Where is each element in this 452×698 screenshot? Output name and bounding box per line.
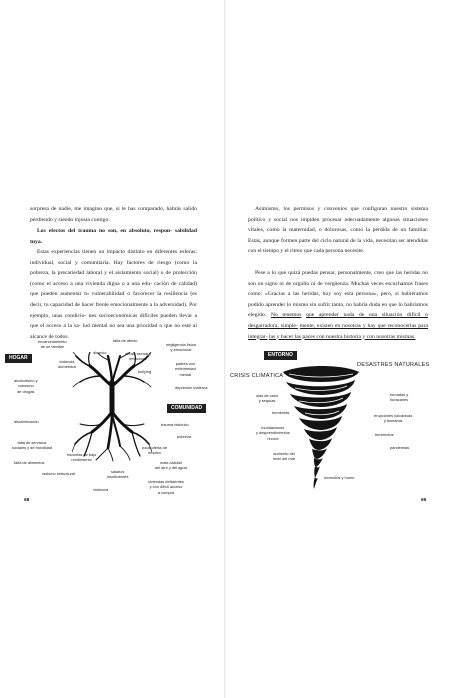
text-line: como la pérdida de un familiar. Estas, aunque formen parte del [248, 227, 428, 244]
text-line: sorpresa de nadie, me imagino que, si te has comparado, habrás [30, 206, 182, 212]
text-line: o de protección (como el acceso a una vivienda digna o a una edu- [30, 270, 197, 287]
label-aumento: aumento del nivel del mar [273, 451, 296, 462]
label-padres: padres con enfermedad mental [175, 361, 196, 377]
label-viviendas: viviendas deficientes y con difícil acceso a compra [148, 479, 184, 495]
underlined-text: las y hacer las paces con nuestra historia y con nosotras mismas. [268, 333, 416, 340]
text-line: el ritmo que cada persona necesite. [284, 248, 365, 255]
paragraph [30, 247, 197, 342]
text-line: algunas situaciones vitales, como la maternidad, o dolorosas, [248, 216, 428, 234]
text-line: sabilidad tuya. [30, 228, 198, 245]
label-encarcelamiento: encarcelamiento de un familiar [38, 339, 67, 350]
paragraph [248, 268, 428, 342]
label-tornados: tornados y huracanes [390, 392, 409, 403]
label-tormentas: tormentas [272, 410, 290, 415]
underlined-text: que aprender nada de una situación difícil o desgarradora; simple- [248, 312, 428, 329]
tornado-icon [281, 366, 361, 490]
underlined-text: No tenemos [270, 312, 302, 319]
label-violencia: violencia [93, 487, 109, 492]
label-trauma-historico: trauma histórico [161, 422, 189, 427]
text-line: esferas: individual, social y comunitaria. Hay factores de riesgo [30, 249, 198, 266]
label-falta-afecto: falta de afecto [113, 338, 138, 343]
label-falta-alimentos: falta de alimentos [14, 460, 45, 465]
label-falta-servicios: falta de servicios sociales y de movilidad [12, 440, 53, 451]
crisis-heading: CRISIS CLIMÁTICA [230, 373, 284, 379]
label-negligencia: negligencia física y emocional [166, 342, 196, 353]
paragraph [30, 204, 197, 225]
label-pobreza: pobreza [177, 434, 192, 439]
label-salarios: salarios insuficientes [107, 469, 129, 480]
text-line: sistema político y social nos impiden procesar adecuadamente [248, 206, 428, 223]
text-line: Los efectos del trauma no son, en absoluto, respon- [37, 228, 172, 234]
text-line: nes socioeconómicas difíciles pueden llevar a que el acceso a la sa- [30, 312, 198, 330]
text-line: Pese a lo que quizá puedas pensar, personalmente, creo que las [255, 270, 403, 276]
label-discriminacion: discriminación [14, 419, 39, 424]
text-line: Estas experiencias tienen un impacto distinto en diferentes [37, 249, 178, 255]
text-line: heridas no son un signo ni de orgullo ni de vergüenza. Muchas [248, 270, 428, 287]
text-line: veces escuchamos frases como: «Gracias a las heridas, hoy soy esta [248, 280, 428, 298]
hogar-tag: HOGAR [5, 354, 32, 363]
page-number: 68 [24, 498, 30, 503]
text-line: emocionalmente a la adversidad). Por ejemplo, unas condicio- [30, 301, 197, 319]
label-violencia-domestica: violencia doméstica [58, 359, 76, 370]
right-page [226, 0, 452, 698]
text-line: cación de calidad) que pueden aumentar tu vulnerabilidad o [30, 280, 197, 298]
label-divorcio: divorcio [93, 350, 107, 355]
text-line: favorecer la resiliencia (es decir, tu capacidad de hacer frente [30, 291, 198, 308]
label-mala-calidad: mala calidad del aire y del agua [155, 460, 187, 471]
desastres-heading: DESASTRES NATURALES [357, 362, 430, 368]
label-poca-oferta: poca oferta de empleo [142, 445, 167, 456]
text-line: (como la pobreza, la precariedad laboral y el aislamiento social) [30, 259, 198, 277]
entorno-tag: ENTORNO [264, 351, 297, 360]
label-escuelas: escuelas de bajo rendimiento [67, 452, 97, 463]
paragraph [248, 204, 428, 257]
label-terremotos: terremotos [375, 432, 394, 437]
text-line: ciclo natural de la vida, necesitan ser atendidas con el tiempo y [248, 237, 429, 255]
label-depresion: depresión materna [175, 385, 208, 390]
label-olas: olas de calor y sequías [256, 393, 279, 404]
label-inundaciones: inundaciones y desprendimientos récord [256, 425, 290, 441]
bold-statement [30, 226, 197, 247]
text-line: persona», pero, si hubiéramos podido aprender lo mismo sin sufrir [248, 291, 429, 308]
label-erupciones: erupciones volcánicas y tsunamis [374, 413, 413, 424]
label-racismo: racismo estructural [42, 471, 75, 476]
text-line: lud mental no sea una prioridad o que no esté al alcance de todos. [30, 323, 198, 340]
label-pandemias: pandemias [390, 445, 410, 450]
text-line: salido perdiendo y siendo injusta contigo. [30, 206, 198, 223]
label-abuso: abuso sexual y emocional [125, 351, 151, 362]
text-line: Asimismo, los permisos y convenios que configuran nuestro [255, 206, 408, 212]
underlined-text: mente, existen en nosotras y hay que reconocerlas para integrar- [248, 322, 428, 340]
label-incendios: incendios y humo [324, 475, 355, 480]
label-bullying: bullying [138, 369, 152, 374]
comunidad-tag: COMUNIDAD [167, 404, 206, 413]
text-line: tanto, no habría duda en que lo habríamos elegido. [248, 301, 429, 319]
label-alcoholismo: alcoholismo y consumo de drogas [14, 378, 38, 394]
page-number: 69 [421, 498, 427, 503]
